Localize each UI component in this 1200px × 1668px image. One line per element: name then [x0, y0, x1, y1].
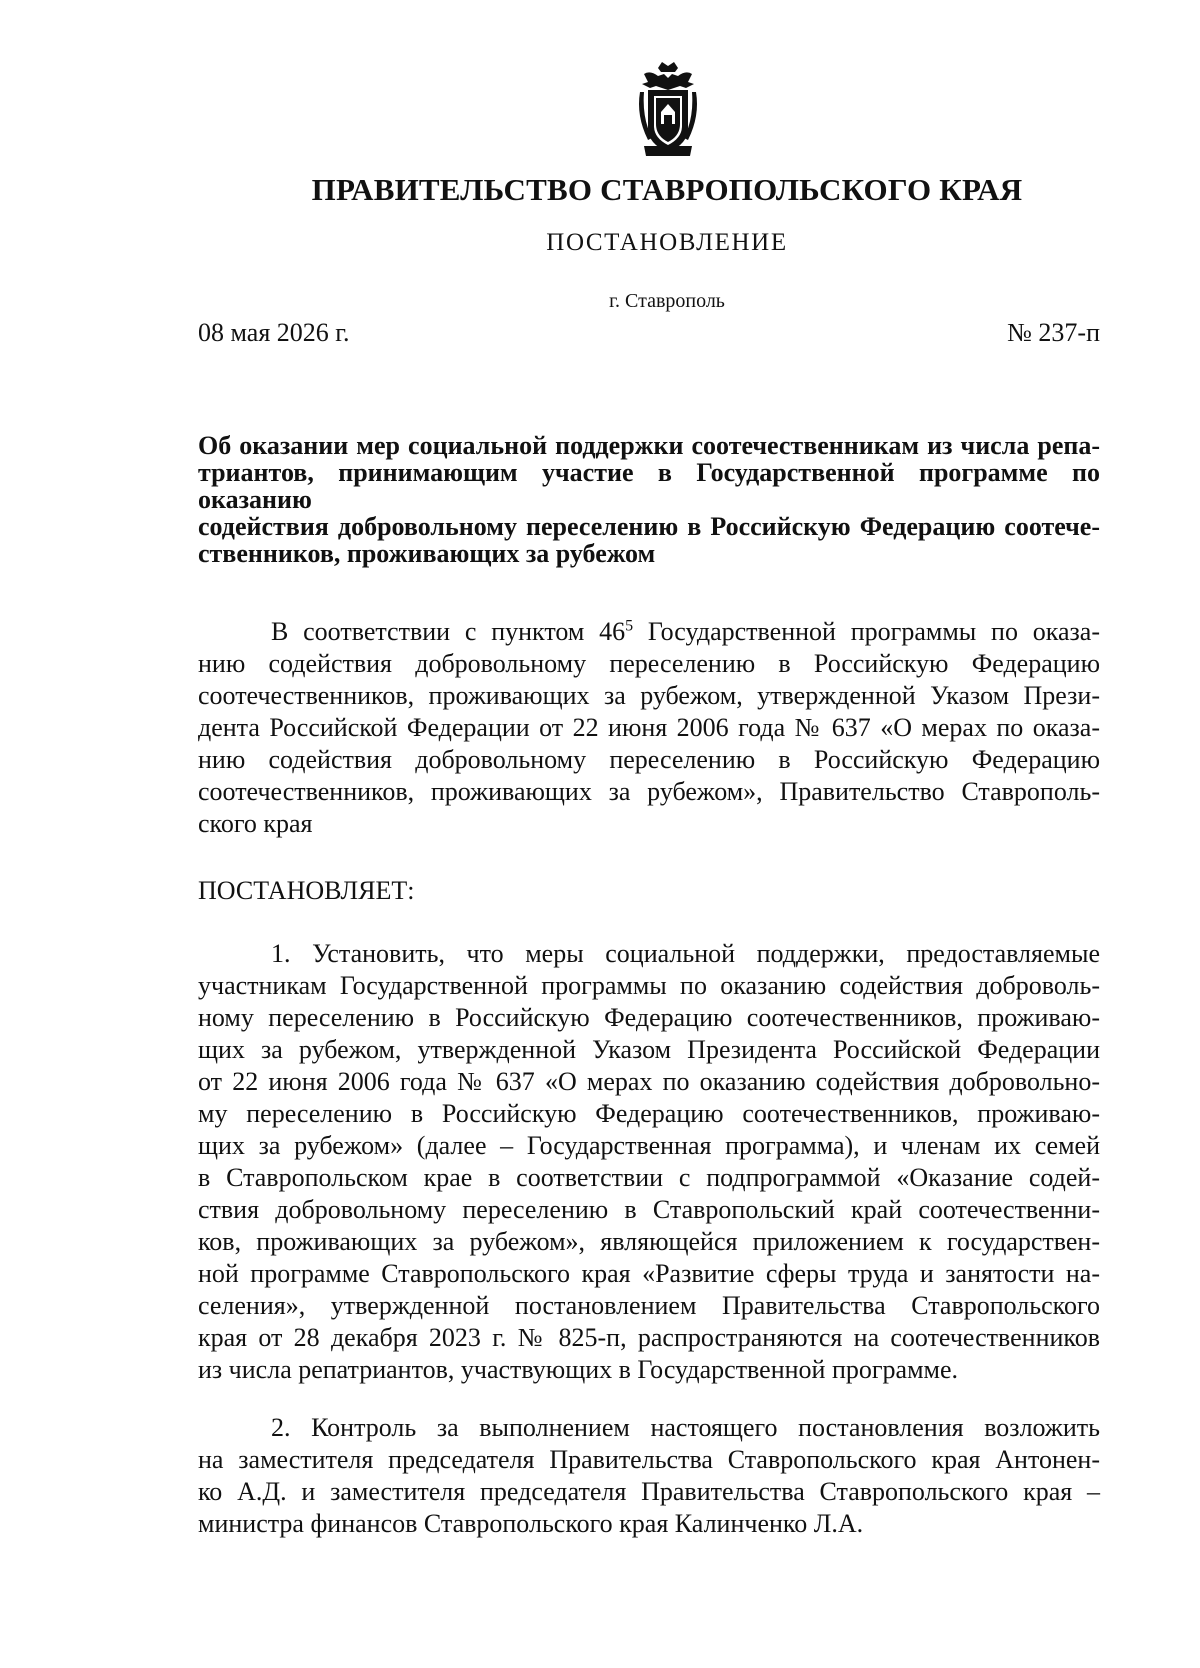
subject-line: ственников, проживающих за рубежом [198, 539, 656, 568]
document-subject [198, 432, 1100, 567]
preamble-line: соотечественников, проживающих за рубежом», Правительство Ставрополь- [198, 777, 1100, 806]
preamble-paragraph [198, 616, 1100, 840]
item-2-line: министра финансов Ставропольского края Калинченко Л.А. [198, 1509, 864, 1538]
preamble-text: В соответствии с пунктом 46 [271, 617, 626, 646]
item-1-line: 1. Установить, что меры социальной поддержки, предоставляемые [271, 939, 1100, 968]
subject-line: триантов, принимающим участие в Государственной программе по оказанию [198, 458, 1100, 514]
item-2-line: ко А.Д. и заместителя председателя Правительства Ставропольского края – [198, 1477, 1100, 1506]
item-1-line: му переселению в Российскую Федерацию соотечественников, проживаю- [198, 1099, 1100, 1128]
preamble-line [198, 616, 1100, 648]
item-1-line: от 22 июня 2006 года № 637 «О мерах по оказанию содействия добровольно- [198, 1067, 1100, 1096]
preamble-text: Государственной программы по оказа- [633, 617, 1101, 646]
item-1-line: щих за рубежом, утвержденной Указом Президента Российской Федерации [198, 1035, 1100, 1064]
decides-heading: ПОСТАНОВЛЯЕТ: [198, 876, 415, 905]
preamble-line: дента Российской Федерации от 22 июня 2006 года № 637 «О мерах по оказа- [198, 713, 1100, 742]
item-1-line: ков, проживающих за рубежом», являющейся приложением к государствен- [198, 1227, 1100, 1256]
subject-line: содействия добровольному переселению в Российскую Федерацию соотече- [198, 512, 1100, 541]
item-1-line: в Ставропольском крае в соответствии с подпрограммой «Оказание содей- [198, 1163, 1100, 1192]
government-name: ПРАВИТЕЛЬСТВО СТАВРОПОЛЬСКОГО КРАЯ [311, 172, 1023, 207]
item-2-paragraph [198, 1412, 1100, 1540]
superscript-index: 5 [625, 617, 634, 635]
item-1-line: ной программе Ставропольского края «Развитие сферы труда и занятости на- [198, 1259, 1100, 1288]
item-2-line: на заместителя председателя Правительства Ставропольского края Антонен- [198, 1445, 1100, 1474]
item-1-line: из числа репатриантов, участвующих в Государственной программе. [198, 1355, 959, 1384]
document-type: ПОСТАНОВЛЕНИЕ [546, 229, 788, 256]
item-2-line: 2. Контроль за выполнением настоящего постановления возложить [271, 1413, 1100, 1442]
preamble-line: соотечественников, проживающих за рубежом, утвержденной Указом Прези- [198, 681, 1100, 710]
item-1-line: щих за рубежом» (далее – Государственная программа), и членам их семей [198, 1131, 1100, 1160]
preamble-line: ского края [198, 809, 313, 838]
document-date: 08 мая 2026 г. [198, 318, 350, 347]
subject-line: Об оказании мер социальной поддержки соотечественникам из числа репа- [198, 431, 1100, 460]
stavropol-coat-of-arms-icon [628, 60, 708, 160]
preamble-line: нию содействия добровольному переселению в Российскую Федерацию [198, 649, 1100, 678]
item-1-line: ствия добровольному переселению в Ставропольский край соотечественни- [198, 1195, 1100, 1224]
item-1-paragraph [198, 938, 1100, 1386]
item-1-line: края от 28 декабря 2023 г. № 825-п, распространяются на соотечественников [198, 1323, 1100, 1352]
item-1-line: селения», утвержденной постановлением Правительства Ставропольского [198, 1291, 1100, 1320]
city-label: г. Ставрополь [609, 290, 725, 312]
preamble-line: нию содействия добровольному переселению в Российскую Федерацию [198, 745, 1100, 774]
item-1-line: участникам Государственной программы по оказанию содействия доброволь- [198, 971, 1100, 1000]
item-1-line: ному переселению в Российскую Федерацию соотечественников, проживаю- [198, 1003, 1100, 1032]
document-number: № 237-п [1007, 318, 1100, 347]
